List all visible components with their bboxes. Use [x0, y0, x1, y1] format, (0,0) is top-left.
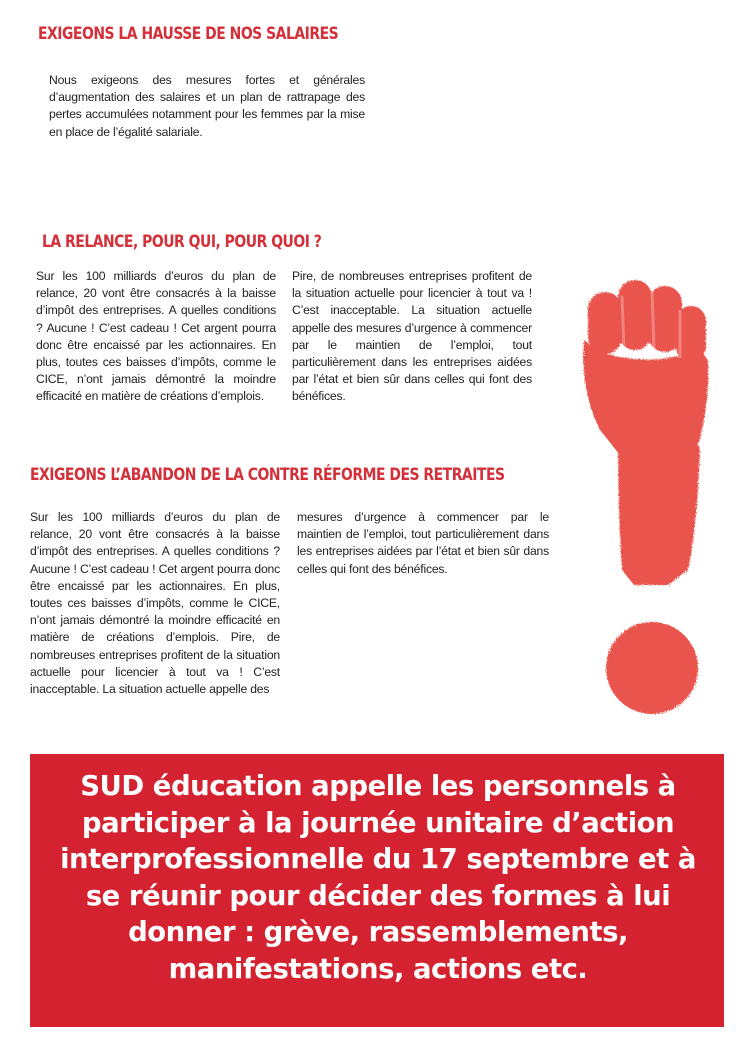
- section-title-relance: LA RELANCE, POUR QUI, POUR QUOI ?: [42, 232, 322, 252]
- section-title-salaires: EXIGEONS LA HAUSSE DE NOS SALAIRES: [38, 24, 339, 44]
- section-body-salaires: Nous exigeons des mesures fortes et générales d’augmentation des salaires et un plan de rattrapage des pertes accumulées notamment pour les femmes par la mise en place de l’égalité salariale.: [49, 73, 365, 139]
- callout-text: SUD éducation appelle les personnels à participer à la journée unitaire d’action interprofessionnelle du 17 septembre et à se réunir pour décider des formes à lui donner : grève, rassemblements, manifestations, actions etc.: [60, 770, 696, 985]
- section-body-relance-col1: Sur les 100 milliards d’euros du plan de relance, 20 vont être consacrés à la baisse d’impôt des entreprises. A quelles conditions ? Aucune ! C’est cadeau ! Cet argent pourra donc être encaissé par les actionnaires. En plus, toutes ces baisses d’impôts, comme le CICE, n’ont jamais démontré la moindre efficacité en matière de créations d’emplois.: [36, 269, 276, 404]
- section-body-retraites-col2: mesures d’urgence à commencer par le maintien de l’emploi, tout particulièrement dans les entreprises aidées par l’état et bien sûr dans celles qui font des bénéfices.: [297, 510, 549, 576]
- section-title-retraites: EXIGEONS L’ABANDON DE LA CONTRE RÉFORME DES RETRAITES: [30, 465, 505, 485]
- section-body-retraites-col1: Sur les 100 milliards d’euros du plan de relance, 20 vont être consacrés à la baisse d’impôt des entreprises. A quelles conditions ? Aucune ! C’est cadeau ! Cet argent pourra donc être encaissé par les actionnaires. En plus, toutes ces baisses d’impôts, comme le CICE, n’ont jamais démontré la moindre efficacité en matière de créations d’emplois. Pire, de nombreuses entreprises profitent de la situation actuelle pour licencier à tout va ! C’est inacceptable. La situation actuelle appelle des: [30, 510, 280, 697]
- raised-fist-exclamation-icon: [560, 270, 735, 730]
- section-body-relance-col2: Pire, de nombreuses entreprises profitent de la situation actuelle pour licencier à tout va ! C’est inacceptable. La situation actuelle appelle des mesures d’urgence à commencer par le maintien de l’emploi, tout particulièrement dans les entreprises aidées par l’état et bien sûr dans celles qui font des bénéfices.: [292, 269, 532, 404]
